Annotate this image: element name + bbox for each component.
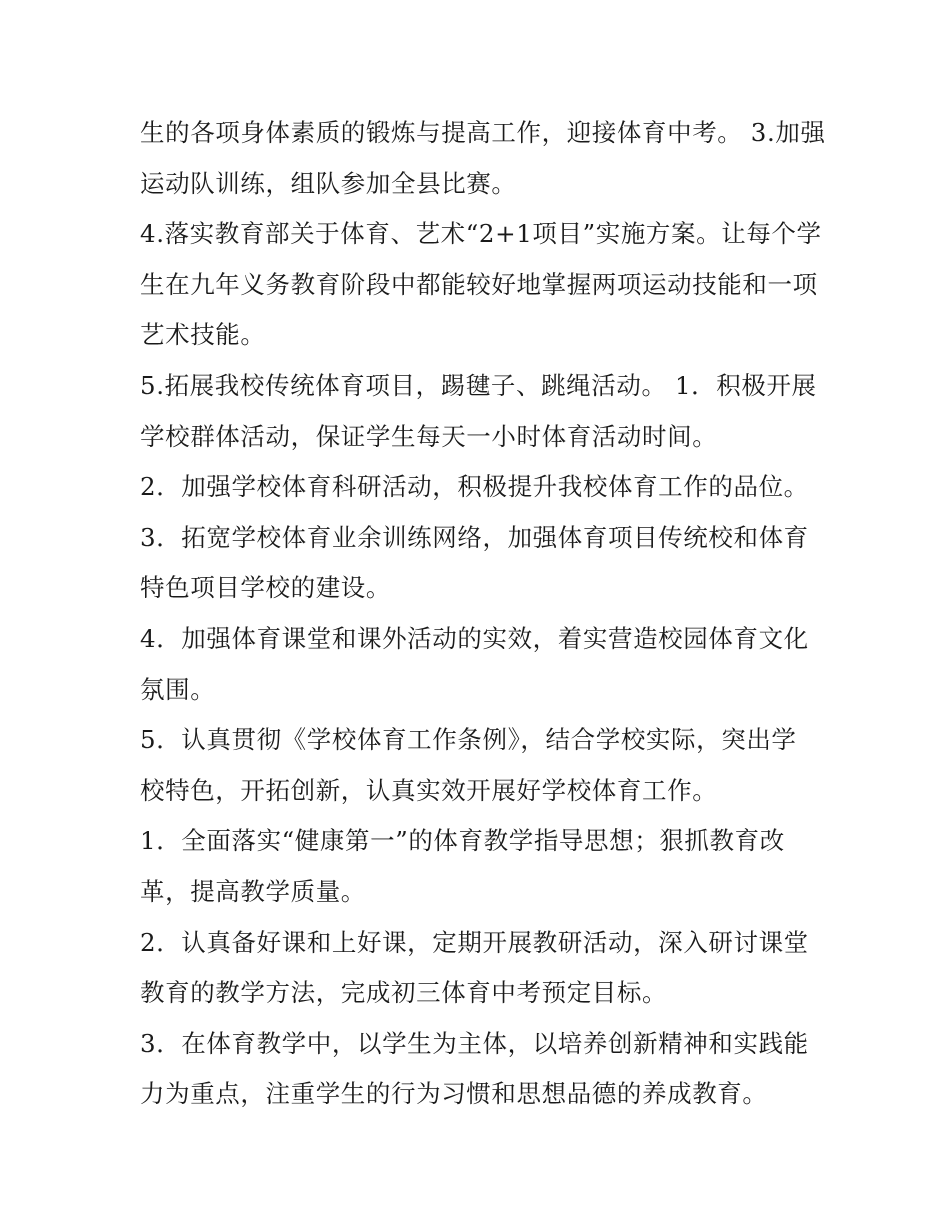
text-line: 校特色，开拓创新，认真实效开展好学校体育工作。 [140, 775, 718, 805]
text-line: 2．认真备好课和上好课，定期开展教研活动，深入研讨课堂 [140, 927, 809, 957]
text-line: 1．全面落实“健康第一”的体育教学指导思想；狠抓教育改 [140, 826, 785, 856]
text-line: 5．认真贯彻《学校体育工作条例》，结合学校实际，突出学 [140, 725, 797, 755]
text-line: 力为重点，注重学生的行为习惯和思想品德的养成教育。 [140, 1079, 768, 1109]
text-line: 4.落实教育部关于体育、艺术“2+1项目”实施方案。让每个学 [140, 219, 822, 249]
text-line: 生的各项身体素质的锻炼与提高工作，迎接体育中考。 3.加强 [140, 118, 826, 147]
text-line: 5.拓展我校传统体育项目，踢毽子、跳绳活动。 1．积极开展 [140, 370, 817, 400]
document-body [140, 108, 830, 1120]
text-line: 学校群体活动，保证学生每天一小时体育活动时间。 [140, 421, 718, 451]
text-line: 4．加强体育课堂和课外活动的实效，着实营造校园体育文化 [140, 623, 809, 653]
text-line: 教育的教学方法，完成初三体育中考预定目标。 [140, 978, 668, 1008]
text-line: 艺术技能。 [140, 320, 266, 350]
text-line: 革，提高教学质量。 [140, 876, 366, 906]
text-line: 氛围。 [140, 674, 216, 704]
text-line: 2．加强学校体育科研活动，积极提升我校体育工作的品位。 [140, 472, 809, 502]
text-line: 3．在体育教学中，以学生为主体，以培养创新精神和实践能 [140, 1028, 809, 1058]
text-line: 生在九年义务教育阶段中都能较好地掌握两项运动技能和一项 [140, 269, 818, 299]
text-line: 3．拓宽学校体育业余训练网络，加强体育项目传统校和体育 [140, 522, 809, 552]
text-line: 运动队训练，组队参加全县比赛。 [140, 168, 517, 198]
text-line: 特色项目学校的建设。 [140, 573, 391, 603]
